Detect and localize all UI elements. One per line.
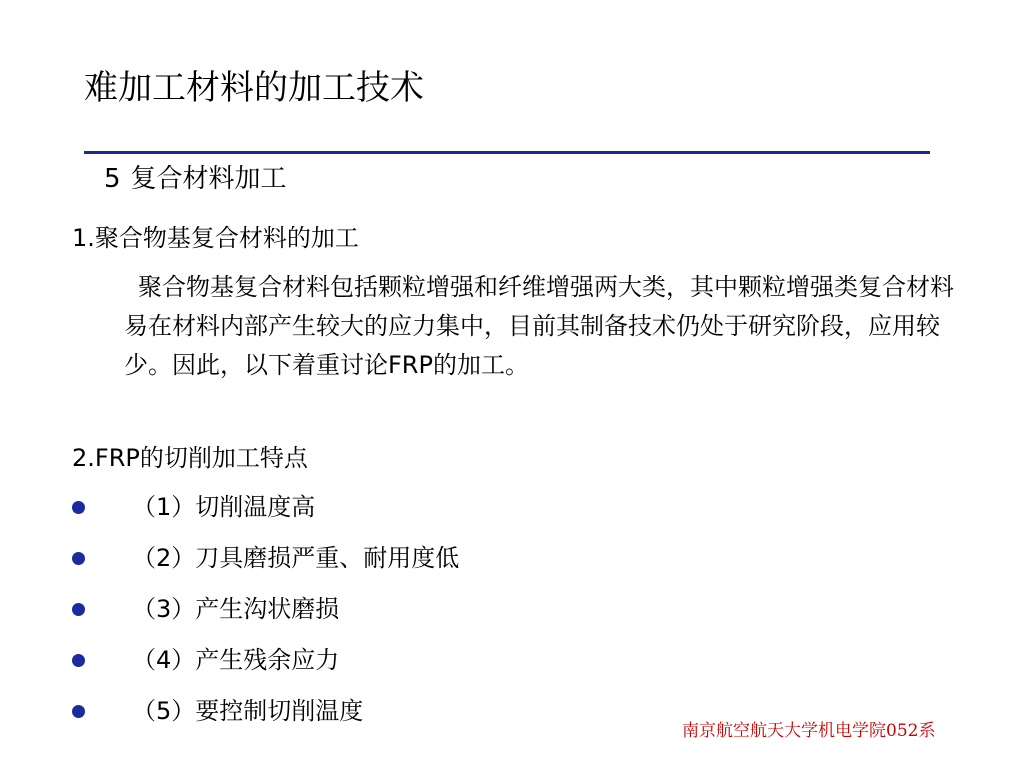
bullet-dot-icon xyxy=(72,705,85,718)
heading-polymer-composites: 1.聚合物基复合材料的加工 xyxy=(72,224,359,252)
bullet-text: （3）产生沟状磨损 xyxy=(132,595,340,623)
bullet-dot-icon xyxy=(72,552,85,565)
heading-frp-cutting: 2.FRP的切削加工特点 xyxy=(72,444,308,472)
bullet-text: （2）刀具磨损严重、耐用度低 xyxy=(132,544,460,572)
body-paragraph: 聚合物基复合材料包括颗粒增强和纤维增强两大类，其中颗粒增强类复合材料易在材料内部产生较大的应力集中，目前其制备技术仍处于研究阶段，应用较少。因此，以下着重讨论FRP的加工。 xyxy=(124,273,954,379)
bullet-text: （5）要控制切削温度 xyxy=(132,697,364,725)
section-number: 5 xyxy=(104,164,121,194)
footer-institution: 南京航空航天大学机电学院052系 xyxy=(682,721,936,741)
bullet-dot-icon xyxy=(72,654,85,667)
bullet-dot-icon xyxy=(72,501,85,514)
title-underline xyxy=(84,151,930,154)
section-title-text: 复合材料加工 xyxy=(130,164,287,194)
slide-title: 难加工材料的加工技术 xyxy=(84,68,424,108)
bullet-text: （1）切削温度高 xyxy=(132,493,316,521)
bullet-dot-icon xyxy=(72,603,85,616)
bullet-text: （4）产生残余应力 xyxy=(132,646,340,674)
section-title xyxy=(104,160,287,198)
